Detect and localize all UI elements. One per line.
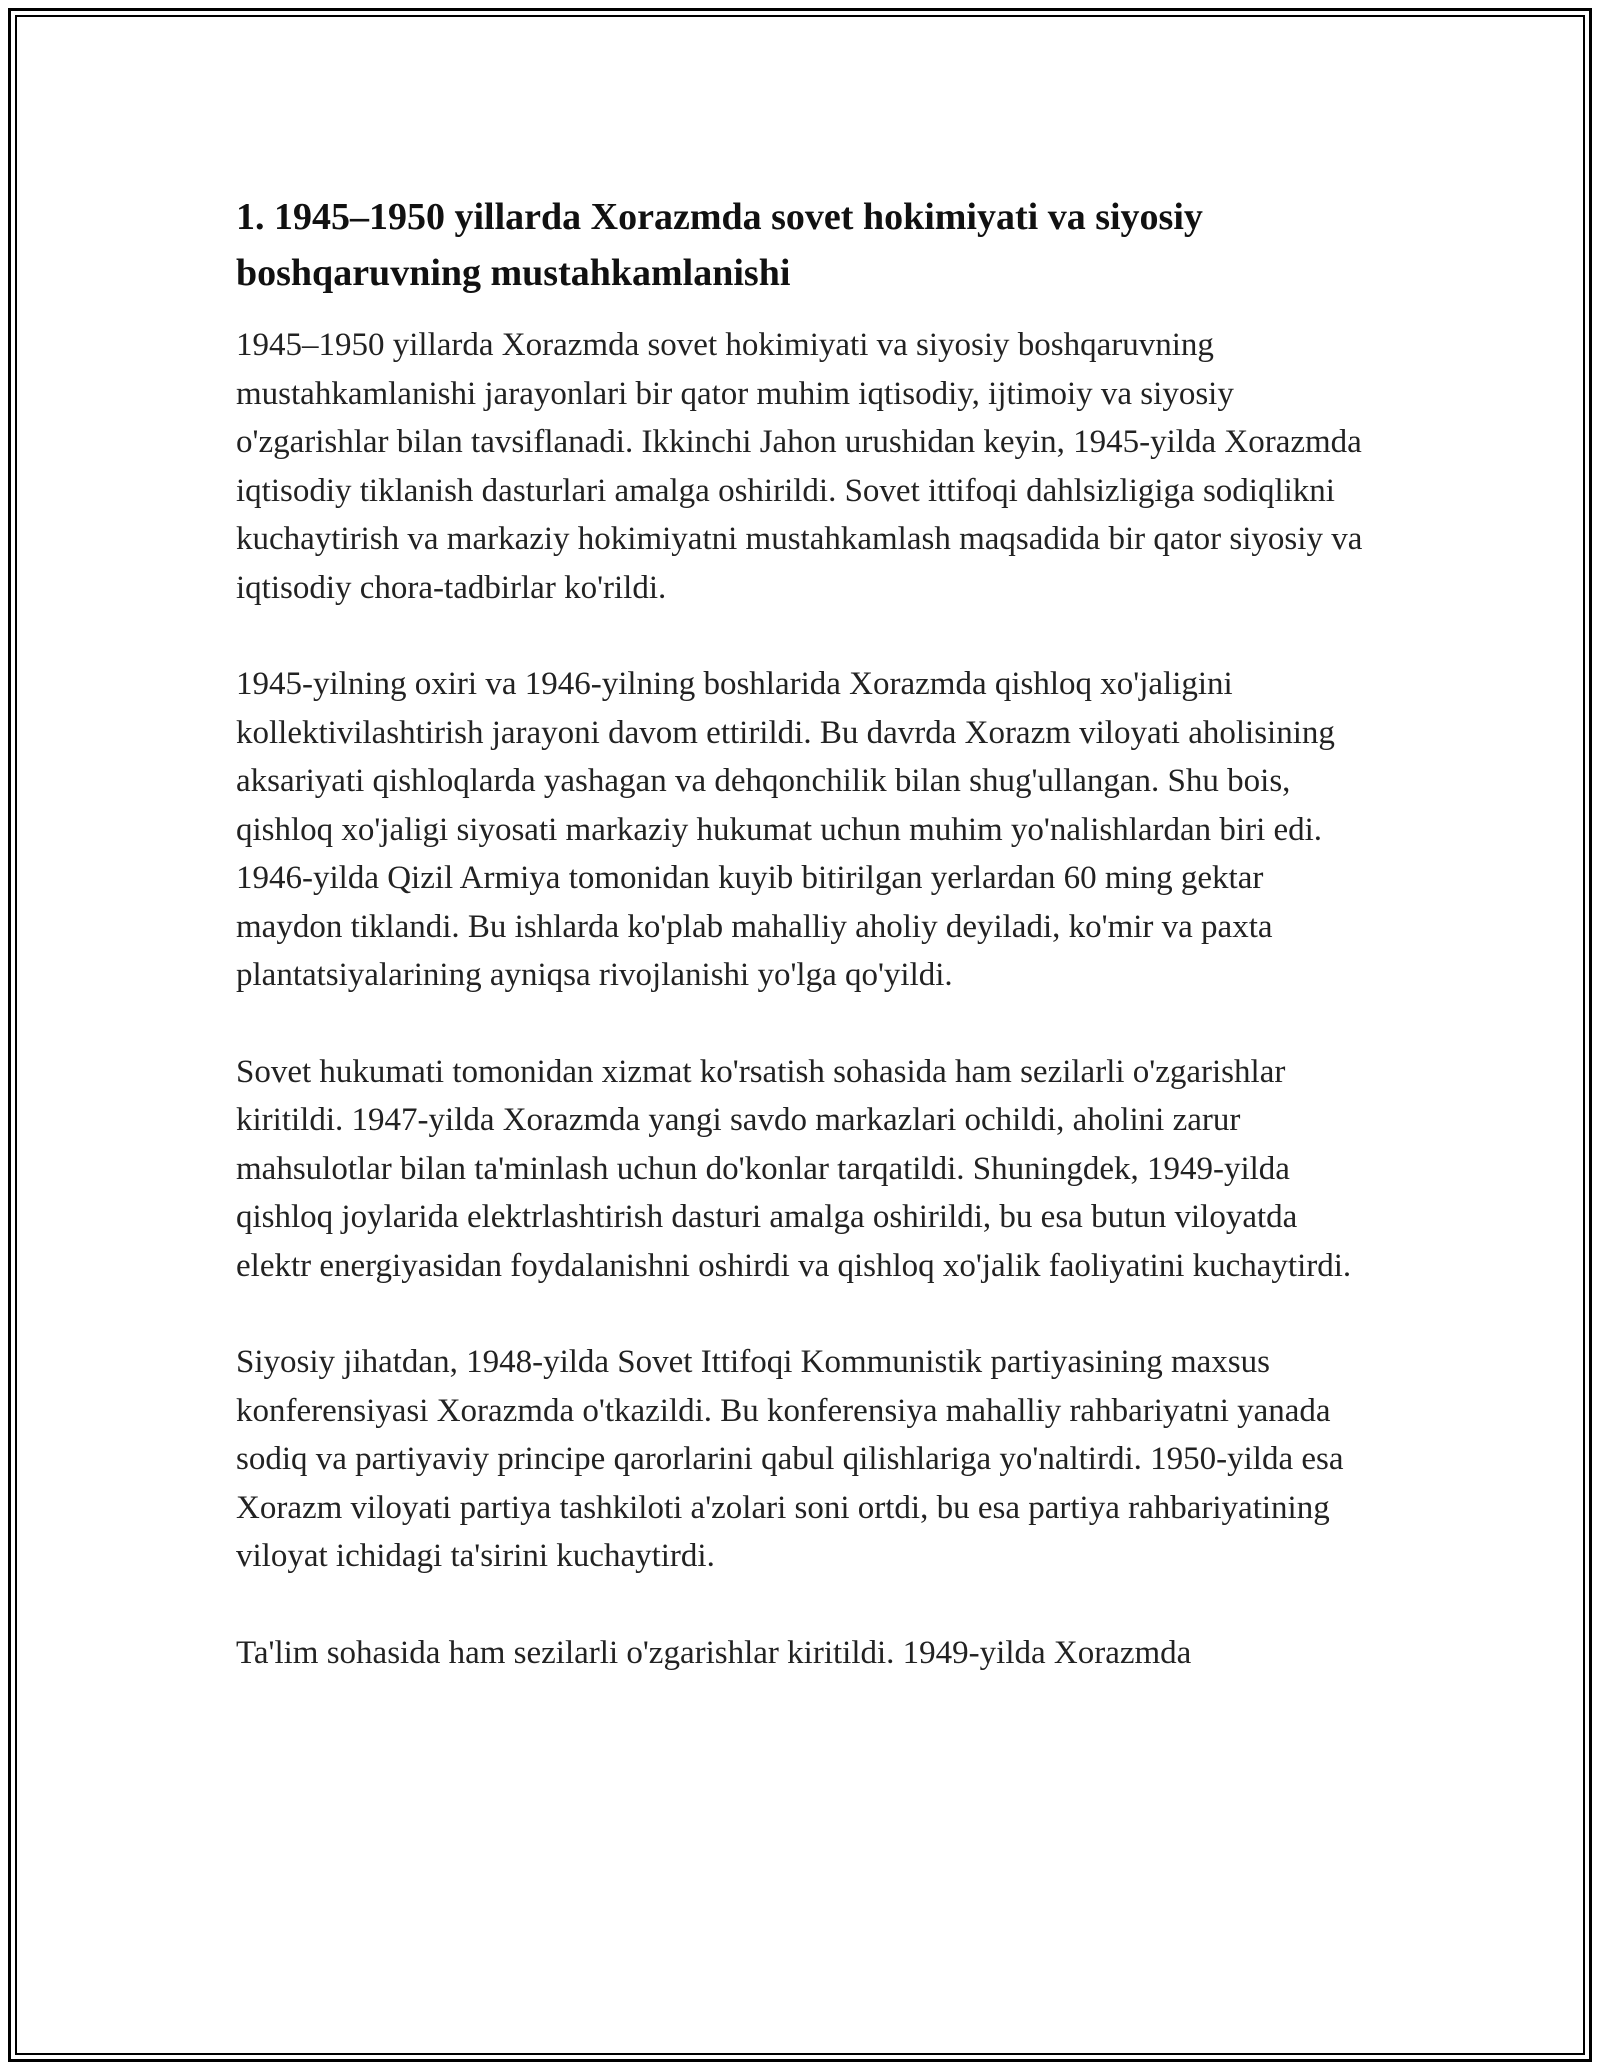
section-heading: 1. 1945–1950 yillarda Xorazmda sovet hokimiyati va siyosiy boshqaruvning mustahkamlanishi [236,196,1203,294]
paragraph-5: Ta'lim sohasida ham sezilarli o'zgarishlar kiritildi. 1949-yilda Xorazmda [236,1634,1192,1671]
paragraph-2: 1945-yilning oxiri va 1946-yilning boshlarida Xorazmda qishloq xo'jaligini kollektivilashtirish jarayoni davom ettirildi. Bu davrda Xorazm viloyati aholisining aksariyati qishloqlarda yashagan va dehqonchilik bilan shug'ullangan. Shu bois, qishloq xo'jaligi siyosati markaziy hukumat uchun muhim yo'nalishlardan biri edi. 1946-yilda Qizil Armiya tomonidan kuyib bitirilgan yerlardan 60 ming gektar maydon tiklandi. Bu ishlarda ko'plab mahalliy aholiy deyiladi, ko'mir va paxta plantatsiyalarining ayniqsa rivojlanishi yo'lga qo'yildi. [236,666,1335,993]
document-body [236,189,1366,1725]
paragraph-3: Sovet hukumati tomonidan xizmat ko'rsatish sohasida ham sezilarli o'zgarishlar kiritildi. 1947-yilda Xorazmda yangi savdo markazlari ochildi, aholini zarur mahsulotlar bilan ta'minlash uchun do'konlar tarqatildi. Shuningdek, 1949-yilda qishloq joylarida elektrlashtirish dasturi amalga oshirildi, bu esa butun viloyatda elektr energiyasidan foydalanishni oshirdi va qishloq xo'jalik faoliyatini kuchaytirdi. [236,1053,1352,1284]
paragraph-4: Siyosiy jihatdan, 1948-yilda Sovet Ittifoqi Kommunistik partiyasining maxsus konferensiyasi Xorazmda o'tkazildi. Bu konferensiya mahalliy rahbariyatni yanada sodiq va partiyaviy principe qarorlarini qabul qilishlariga yo'naltirdi. 1950-yilda esa Xorazm viloyati partiya tashkiloti a'zolari soni ortdi, bu esa partiya rahbariyatining viloyat ichidagi ta'sirini kuchaytirdi. [236,1344,1344,1574]
paragraph-1: 1945–1950 yillarda Xorazmda sovet hokimiyati va siyosiy boshqaruvning mustahkamlanishi jarayonlari bir qator muhim iqtisodiy, ijtimoiy va siyosiy o'zgarishlar bilan tavsiflanadi. Ikkinchi Jahon urushidan keyin, 1945-yilda Xorazmda iqtisodiy tiklanish dasturlari amalga oshirildi. Sovet ittifoqi dahlsizligiga sodiqlikni kuchaytirish va markaziy hokimiyatni mustahkamlash maqsadida bir qator siyosiy va iqtisodiy chora-tadbirlar ko'rildi. [236,327,1363,606]
